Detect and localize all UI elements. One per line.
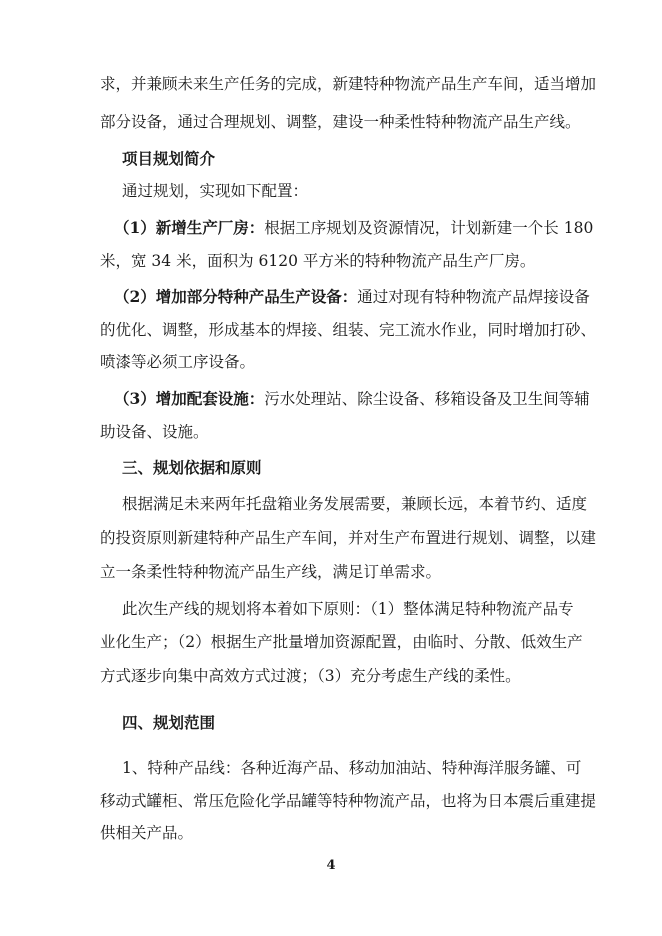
section-3-para-2-line-1: 此次生产线的规划将本着如下原则：（1）整体满足特种物流产品专 — [122, 600, 574, 618]
item-1-text: 根据工序规划及资源情况，计划新建一个长 180 — [264, 219, 594, 237]
section-4-para-1-line-2: 移动式罐柜、常压危险化学品罐等特种物流产品，也将为日本震后重建提 — [100, 792, 597, 810]
item-1-line-1 — [114, 218, 593, 238]
item-3-label: （3）增加配套设施： — [114, 389, 265, 408]
section-4-para-1-line-3: 供相关产品。 — [100, 824, 194, 842]
continuation-line-1: 求，并兼顾未来生产任务的完成，新建特种物流产品生产车间，适当增加 — [100, 75, 597, 93]
item-3-text: 污水处理站、除尘设备、移箱设备及卫生间等辅 — [264, 390, 590, 408]
section-3-para-2-line-2: 业化生产；（2）根据生产批量增加资源配置，由临时、分散、低效生产 — [100, 633, 583, 651]
item-2-line-3: 喷漆等必须工序设备。 — [100, 353, 256, 371]
item-2-text: 通过对现有特种物流产品焊接设备 — [357, 288, 590, 306]
section-3-para-1-line-3: 立一条柔性特种物流产品生产线，满足订单需求。 — [100, 563, 442, 581]
section-4-para-1-line-1: 1、特种产品线：各种近海产品、移动加油站、特种海洋服务罐、可 — [122, 759, 582, 777]
item-3-line-2: 助设备、设施。 — [100, 423, 209, 441]
item-3-line-1 — [114, 389, 590, 409]
item-2-line-2: 的优化、调整，形成基本的焊接、组装、完工流水作业，同时增加打砂、 — [100, 321, 597, 339]
project-summary-heading: 项目规划简介 — [122, 149, 216, 168]
page-number: 4 — [326, 858, 336, 873]
section-4-heading: 四、规划范围 — [122, 713, 216, 732]
item-2-label: （2）增加部分特种产品生产设备： — [114, 287, 358, 306]
section-3-para-1-line-1: 根据满足未来两年托盘箱业务发展需要，兼顾长远，本着节约、适度 — [122, 495, 588, 513]
section-3-para-1-line-2: 的投资原则新建特种产品生产车间，并对生产布置进行规划、调整，以建 — [100, 529, 597, 547]
project-summary-intro: 通过规划，实现如下配置： — [122, 182, 309, 200]
item-1-line-2: 米，宽 34 米，面积为 6120 平方米的特种物流产品生产厂房。 — [100, 252, 536, 270]
section-3-heading: 三、规划依据和原则 — [122, 458, 262, 477]
section-3-para-2-line-3: 方式逐步向集中高效方式过渡；（3）充分考虑生产线的柔性。 — [100, 667, 521, 685]
item-2-line-1 — [114, 287, 590, 307]
continuation-line-2: 部分设备，通过合理规划、调整，建设一种柔性特种物流产品生产线。 — [100, 113, 581, 131]
item-1-label: （1）新增生产厂房： — [114, 218, 265, 237]
